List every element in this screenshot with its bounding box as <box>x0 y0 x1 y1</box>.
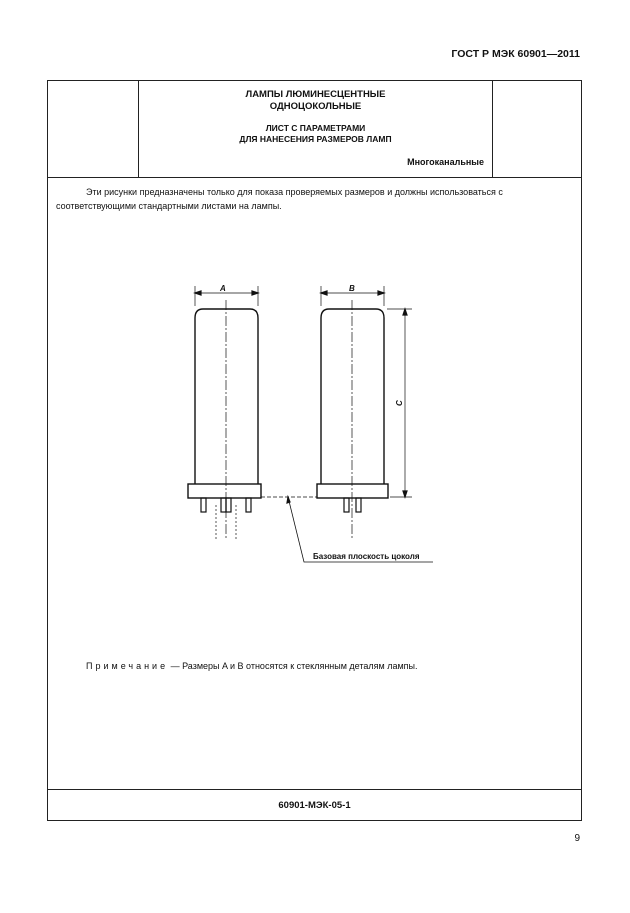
dimension-a-label: A <box>220 284 226 293</box>
sheet-title-line2: ОДНОЦОКОЛЬНЫЕ <box>269 101 362 112</box>
page-number: 9 <box>574 833 580 844</box>
note-text: — Размеры A и B относятся к стеклянным деталям лампы. <box>168 661 418 671</box>
sheet-title-line1: ЛАМПЫ ЛЮМИНЕСЦЕНТНЫЕ <box>245 89 386 100</box>
sheet-code: 60901-МЭК-05-1 <box>278 800 351 811</box>
intro-paragraph: Эти рисунки предназначены только для показа проверяемых размеров и должны использоваться с соответствующими стандартными листами на лампы. <box>56 187 503 211</box>
dimension-c-label: C <box>395 400 404 406</box>
lamp-kind: Многоканальные <box>407 157 484 167</box>
standard-number: ГОСТ Р МЭК 60901—2011 <box>451 48 580 60</box>
lamp-right <box>317 286 412 540</box>
lamp-left <box>188 286 261 540</box>
note-prefix: Примечание <box>86 661 169 671</box>
base-plane-label: Базовая плоскость цоколя <box>313 552 420 561</box>
sheet-subtitle-line1: ЛИСТ С ПАРАМЕТРАМИ <box>265 123 366 133</box>
sheet-subtitle-line2: ДЛЯ НАНЕСЕНИЯ РАЗМЕРОВ ЛАМП <box>239 134 392 144</box>
dimension-b-label: B <box>349 284 355 293</box>
